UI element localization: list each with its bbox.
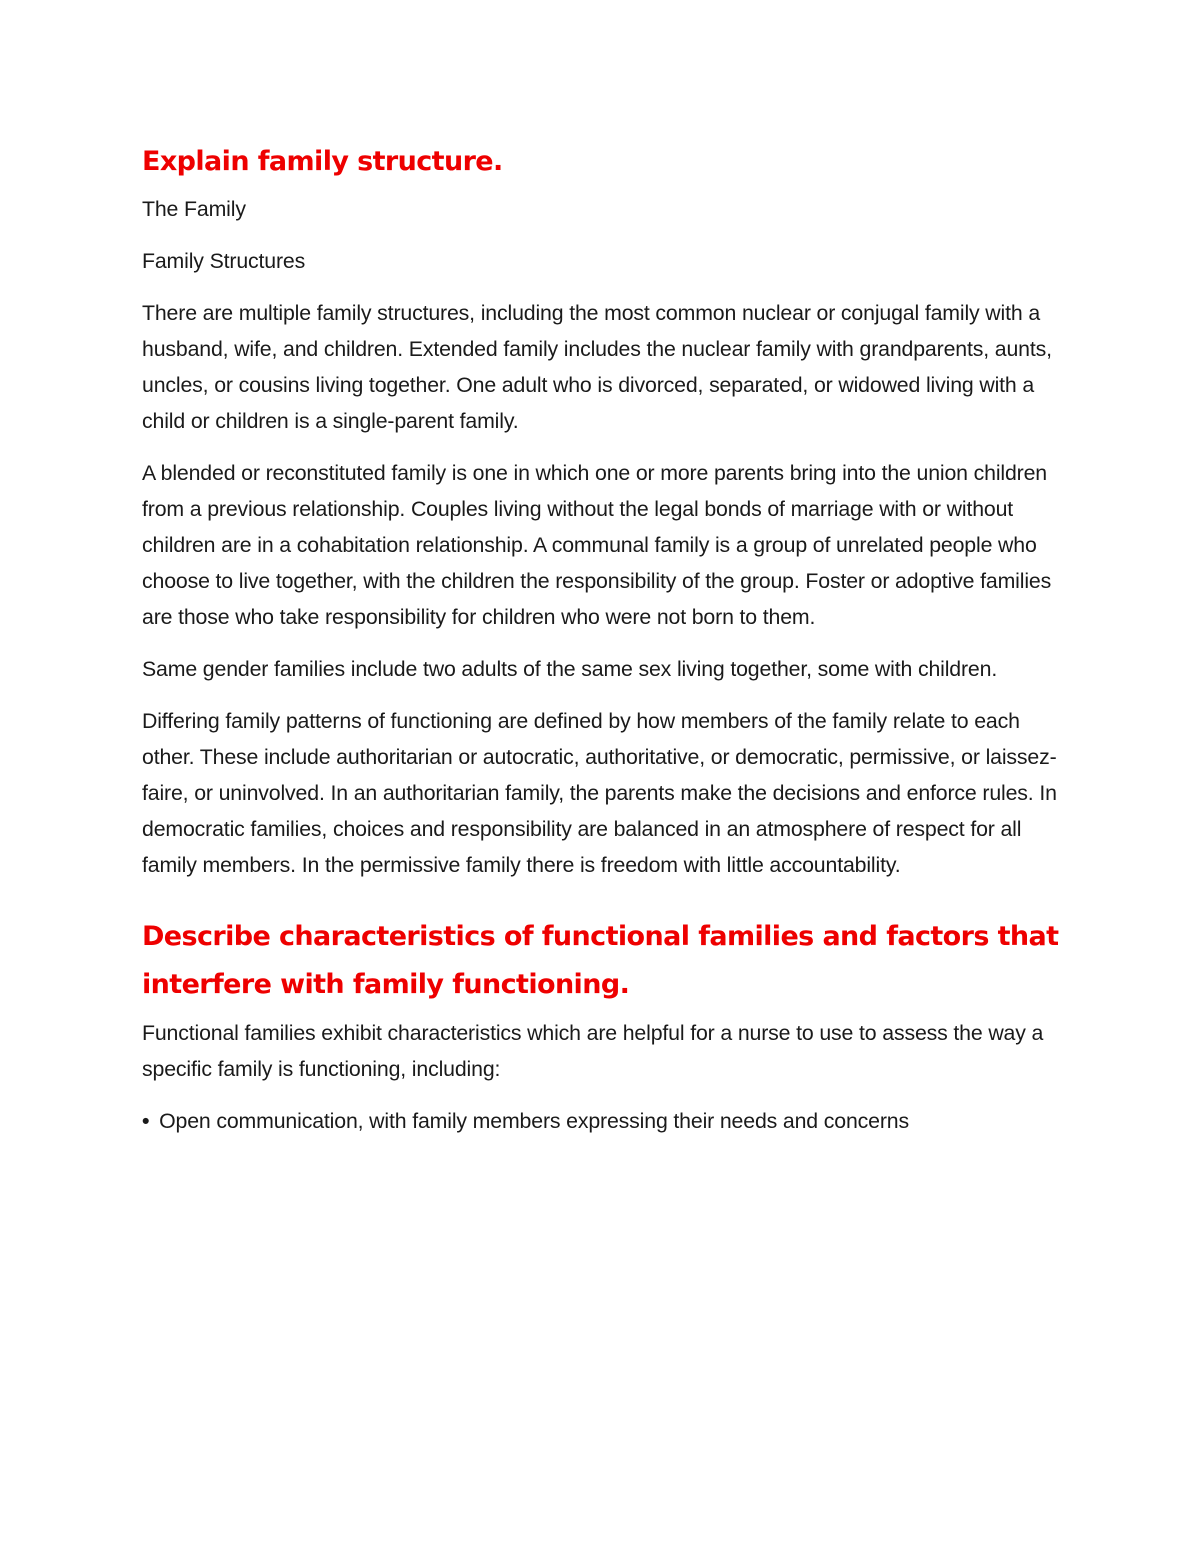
paragraph-family-patterns: Differing family patterns of functioning are defined by how members of the family relate to each other. These include authoritarian or autocratic, authoritative, or democratic, permissive, or laissez-faire, or uninvolved. In an authoritarian family, the parents make the decisions and enforce rules. In democratic families, choices and responsibility are balanced in an atmosphere of respect for all family members. In the permissive family there is freedom with little accountability. <box>142 709 1057 877</box>
bullet-icon: • <box>142 1109 150 1133</box>
paragraph-functional-families-intro: Functional families exhibit characteristics which are helpful for a nurse to use to assess the way a specific family is functioning, including: <box>142 1021 1044 1081</box>
bullet-item-text: Open communication, with family members expressing their needs and concerns <box>159 1109 909 1133</box>
paragraph-blended-families: A blended or reconstituted family is one in which one or more parents bring into the union children from a previous relationship. Couples living without the legal bonds of marriage with or without children are in a cohabitation relationship. A communal family is a group of unrelated people who choose to live together, with the children the responsibility of the group. Foster or adoptive families are those who take responsibility for children who were not born to them. <box>142 461 1052 629</box>
bullet-item-open-communication <box>142 1103 1067 1139</box>
line-the-family: The Family <box>142 197 246 221</box>
heading-explain-family-structure: Explain family structure. <box>142 146 503 177</box>
heading-functional-families: Describe characteristics of functional families and factors that interfere with family functioning. <box>142 921 1059 1000</box>
line-family-structures: Family Structures <box>142 249 306 273</box>
paragraph-same-gender-families: Same gender families include two adults of the same sex living together, some with children. <box>142 657 998 681</box>
document-body <box>142 138 1067 1155</box>
paragraph-family-structures: There are multiple family structures, including the most common nuclear or conjugal family with a husband, wife, and children. Extended family includes the nuclear family with grandparents, aunts, uncles, or cousins living together. One adult who is divorced, separated, or widowed living with a child or children is a single-parent family. <box>142 301 1052 433</box>
